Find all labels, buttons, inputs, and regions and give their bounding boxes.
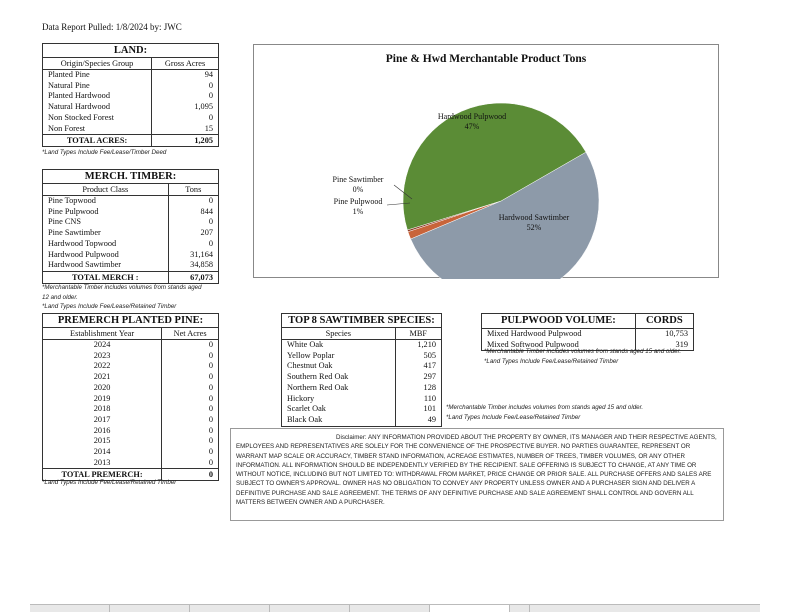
merch-row-value: 0 (168, 196, 218, 207)
land-row-label: Planted Hardwood (48, 91, 110, 101)
premerch-row (43, 394, 218, 405)
premerch-row (43, 351, 218, 362)
premerch-row-value: 0 (162, 383, 218, 394)
premerch-row-value: 0 (162, 361, 218, 372)
land-total-value: 1,205 (152, 135, 218, 147)
pulpwood-note-1: *Merchantable Timber includes volumes from stands aged 15 and older. (484, 348, 682, 355)
saw-row-label: White Oak (287, 340, 324, 349)
pie-label-pine-sawtimber-pct: 0% (352, 185, 364, 194)
merch-row (43, 250, 218, 261)
sheet-tab[interactable] (270, 605, 350, 612)
premerch-table (42, 313, 219, 481)
premerch-row (43, 436, 218, 447)
land-row-value: 0 (152, 113, 218, 124)
merch-row-label: Pine Topwood (48, 196, 96, 205)
pie-label-hardwood-sawtimber-name: Hardwood Sawtimber (498, 213, 570, 222)
saw-row-label: Yellow Poplar (287, 350, 335, 360)
premerch-row (43, 426, 218, 437)
premerch-total-value: 0 (162, 469, 218, 481)
saw-row-value: 110 (395, 394, 441, 405)
pie-label-hardwood-pulpwood-pct: 47% (464, 122, 480, 131)
pulpwood-note-2: *Land Types Include Fee/Lease/Retained Timber (484, 357, 619, 365)
premerch-note: *Land Types Include Fee/Lease/Retained Timber (42, 479, 177, 486)
premerch-row-label: 2019 (93, 393, 111, 403)
land-row (43, 91, 218, 102)
premerch-row-label: 2020 (93, 382, 111, 392)
land-row-value: 0 (152, 81, 218, 92)
pie-label-hardwood-pulpwood (422, 112, 522, 132)
saw-row (282, 394, 441, 405)
land-row (43, 70, 218, 81)
land-row-label: Non Forest (48, 123, 86, 133)
pie-label-pine-sawtimber-name: Pine Sawtimber (332, 175, 384, 184)
merch-total-label: TOTAL MERCH : (43, 271, 168, 283)
land-table (42, 43, 219, 147)
saw-row-label: Chestnut Oak (287, 361, 333, 371)
premerch-row-label: 2017 (93, 414, 111, 424)
merch-row-value: 0 (168, 217, 218, 228)
pulpwood-table (481, 313, 694, 351)
land-row-label: Natural Hardwood (48, 102, 110, 112)
sheet-tab[interactable] (30, 605, 110, 612)
premerch-row (43, 458, 218, 469)
merch-row-value: 34,858 (168, 260, 218, 271)
pulpwood-title: PULPWOOD VOLUME: (482, 314, 635, 329)
land-row-value: 94 (152, 70, 218, 81)
premerch-row-value: 0 (162, 447, 218, 458)
sheet-tab[interactable] (110, 605, 190, 612)
merch-row-label: Pine Sawtimber (48, 228, 101, 238)
sheet-tab-bar[interactable] (30, 604, 760, 612)
merch-row-label: Hardwood Pulpwood (48, 249, 119, 259)
premerch-row (43, 447, 218, 458)
sawtimber-col-mbf: MBF (395, 328, 441, 340)
premerch-row-label: 2022 (93, 361, 111, 371)
land-row-value: 0 (152, 91, 218, 102)
premerch-row (43, 383, 218, 394)
merch-row (43, 207, 218, 218)
premerch-row-value: 0 (162, 372, 218, 383)
land-col-acres: Gross Acres (152, 58, 218, 70)
land-row (43, 81, 218, 92)
merch-row (43, 239, 218, 250)
merch-row (43, 228, 218, 239)
pie-label-pine-pulpwood-name: Pine Pulpwood (333, 197, 383, 206)
premerch-row (43, 415, 218, 426)
report-pulled-note: Data Report Pulled: 1/8/2024 by: JWC (42, 22, 182, 32)
land-total-label: TOTAL ACRES: (43, 135, 152, 147)
land-col-origin: Origin/Species Group (43, 58, 152, 70)
land-row (43, 124, 218, 135)
sheet-tab-active[interactable] (430, 605, 510, 612)
merch-note-2: 12 and older. (42, 293, 78, 301)
premerch-row-label: 2018 (93, 404, 111, 414)
saw-row-value: 128 (395, 383, 441, 394)
premerch-row-value: 0 (162, 394, 218, 405)
pulp-row-label: Mixed Hardwood Pulpwood (487, 329, 582, 338)
merch-col-product: Product Class (43, 184, 168, 196)
premerch-row-label: 2021 (93, 372, 111, 382)
premerch-row-value: 0 (162, 404, 218, 415)
premerch-row (43, 404, 218, 415)
saw-row-value: 505 (395, 351, 441, 362)
premerch-row-value: 0 (162, 340, 218, 351)
sawtimber-notes (446, 403, 643, 422)
premerch-row-value: 0 (162, 415, 218, 426)
land-row-value: 15 (152, 124, 218, 135)
merch-row (43, 217, 218, 228)
merch-total-value: 67,073 (168, 271, 218, 283)
pie-label-pine-pulpwood-pct: 1% (352, 207, 364, 216)
pie-label-hardwood-pulpwood-name: Hardwood Pulpwood (437, 112, 507, 121)
sheet-tab[interactable] (350, 605, 430, 612)
merch-col-tons: Tons (168, 184, 218, 196)
land-row-label: Non Stocked Forest (48, 112, 114, 122)
sheet-tab[interactable] (190, 605, 270, 612)
premerch-row-value: 0 (162, 351, 218, 362)
merch-title: MERCH. TIMBER: (43, 170, 218, 184)
premerch-row-label: 2013 (93, 457, 111, 467)
add-sheet-button[interactable] (510, 605, 530, 612)
pulp-row-label: Mixed Softwood Pulpwood (487, 339, 579, 349)
disclaimer-box (230, 428, 724, 521)
saw-row (282, 351, 441, 362)
premerch-row-label: 2015 (93, 436, 111, 446)
merch-row-value: 0 (168, 239, 218, 250)
land-row-label: Planted Pine (48, 70, 90, 79)
merch-row-label: Pine CNS (48, 217, 81, 227)
premerch-title: PREMERCH PLANTED PINE: (43, 314, 218, 328)
sawtimber-title: TOP 8 SAWTIMBER SPECIES: (282, 314, 441, 328)
pulpwood-notes (484, 347, 681, 366)
merch-note (42, 283, 202, 312)
premerch-row-value: 0 (162, 436, 218, 447)
saw-row-label: Hickory (287, 393, 315, 403)
sawtimber-col-species: Species (282, 328, 395, 340)
merch-row-label: Pine Pulpwood (48, 206, 99, 216)
saw-row (282, 383, 441, 394)
saw-row-label: Southern Red Oak (287, 372, 349, 382)
saw-row-value: 297 (395, 372, 441, 383)
saw-row (282, 415, 441, 426)
pie-label-hardwood-sawtimber-pct: 52% (526, 223, 542, 232)
pie-label-pine-pulpwood (320, 197, 396, 217)
saw-row-value: 417 (395, 361, 441, 372)
pulp-row-value: 10,753 (635, 329, 693, 340)
premerch-row (43, 372, 218, 383)
saw-row-value: 49 (395, 415, 441, 426)
pulp-row (482, 329, 693, 340)
land-row (43, 113, 218, 124)
disclaimer-text: Disclaimer: ANY INFORMATION PROVIDED ABOUT THE PROPERTY BY OWNER, ITS MANAGER AND THEIR RESPECTIVE AGENTS, EMPLOYEES AND REPRESENTATIVES ARE SOLELY FOR THE CONVENIENCE OF THE PROSPECTIVE BUYER. NO PARTIES GUARANTEE, REPRESENT OR WARRANT MAP SCALE OR ACCURACY, TIMBER STAND INFORMATION, ACREAGE ESTIMATES, NUMBER OF TREES, TIMBER VOLUMES, OR ANY OTHER INFORMATION. ALL INFORMATION SHOULD BE INDEPENDENTLY VERIFIED BY THE RECIPIENT. SALE OFFERING IS SUBJECT TO CHANGE, AT ANY TIME OR WITHOUT NOTICE, INCLUDING BUT NOT LIMITED TO: WITHDRAWAL FROM MARKET, PRICE CHANGE OR PRIOR SALE. ALL PURCHASE OFFERS AND SALES ARE SUBJECT TO OWNER'S APPROVAL. OWNER HAS NO OBLIGATION TO CONVEY ANY PROPERTY UNLESS OWNER AND A PURCHASER SIGN AND DELIVER A DEFINITIVE PURCHASE AND SALE AGREEMENT. THE TERMS OF ANY DEFINITIVE PURCHASE AND SALE AGREEMENT SHALL CONTROL AND GOVERN ALL MATTERS BETWEEN OWNER AND A PURCHASER. (236, 434, 717, 507)
pie-chart (253, 44, 719, 278)
merch-note-1: *Merchantable Timber includes volumes from stands aged (42, 284, 202, 291)
premerch-row-label: 2016 (93, 425, 111, 435)
sawtimber-table (281, 313, 442, 427)
pie-label-hardwood-sawtimber (484, 213, 584, 233)
saw-row-value: 1,210 (395, 340, 441, 351)
premerch-col-acres: Net Acres (162, 328, 218, 340)
premerch-total-label: TOTAL PREMERCH: (43, 469, 162, 481)
merch-row-value: 844 (168, 207, 218, 218)
saw-row (282, 361, 441, 372)
merch-row-label: Hardwood Topwood (48, 238, 117, 248)
saw-row-label: Scarlet Oak (287, 404, 326, 414)
chart-title: Pine & Hwd Merchantable Product Tons (385, 53, 587, 65)
saw-row-label: Black Oak (287, 414, 323, 424)
saw-row (282, 404, 441, 415)
merch-row-label: Hardwood Sawtimber (48, 260, 122, 270)
sawtimber-note-1: *Merchantable Timber includes volumes from stands aged 15 and older. (446, 404, 644, 411)
land-row-label: Natural Pine (48, 80, 90, 90)
saw-row-value: 101 (395, 404, 441, 415)
premerch-row-label: 2014 (93, 447, 111, 457)
sawtimber-note-2: *Land Types Include Fee/Lease/Retained Timber (446, 413, 581, 421)
premerch-row (43, 340, 218, 351)
premerch-row-value: 0 (162, 458, 218, 469)
merch-row (43, 196, 218, 207)
merch-row (43, 260, 218, 271)
merch-row-value: 207 (168, 228, 218, 239)
pulp-row-value: 319 (635, 340, 693, 351)
land-row (43, 102, 218, 113)
premerch-row (43, 361, 218, 372)
saw-row-label: Northern Red Oak (287, 382, 349, 392)
premerch-row-label: 2023 (93, 350, 111, 360)
merch-row-value: 31,164 (168, 250, 218, 261)
land-title: LAND: (43, 44, 218, 58)
pie-label-pine-sawtimber (320, 175, 396, 195)
pie-chart-svg (254, 45, 720, 279)
saw-row (282, 372, 441, 383)
premerch-row-value: 0 (162, 426, 218, 437)
saw-row (282, 340, 441, 351)
land-row-value: 1,095 (152, 102, 218, 113)
premerch-col-year: Establishment Year (43, 328, 162, 340)
merch-note-3: *Land Types Include Fee/Lease/Retained Timber (42, 303, 177, 310)
premerch-row-label: 2024 (93, 340, 111, 349)
pulpwood-col-cords: CORDS (635, 314, 693, 329)
land-note: *Land Types Include Fee/Lease/Timber Deed (42, 149, 167, 156)
merch-table (42, 169, 219, 284)
